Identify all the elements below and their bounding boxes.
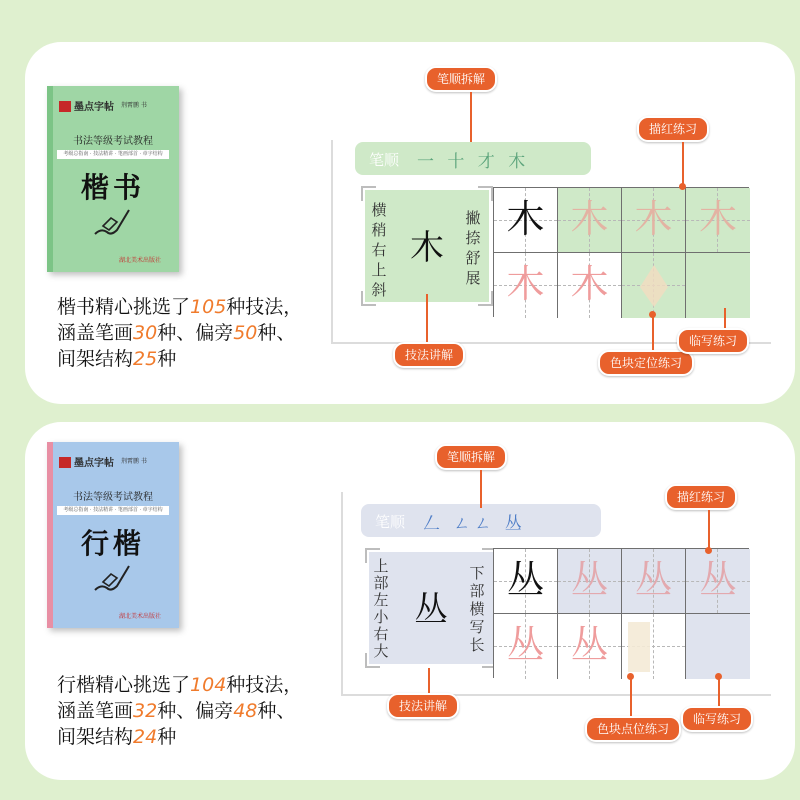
color-block-shape-icon	[622, 614, 686, 679]
technique-left-text	[373, 558, 389, 660]
desc-text: 种、	[257, 700, 296, 722]
stroke-sequence: 𠃋 ㄥㄥ 丛	[423, 514, 526, 534]
grid-cell-trace	[494, 253, 558, 318]
leader-line	[708, 510, 710, 550]
grid-cell-color-block	[622, 253, 686, 318]
book-cover-kaishu	[47, 86, 179, 272]
stroke-count: 30	[133, 322, 158, 344]
desc-text: 间架结构	[57, 348, 134, 370]
tech-char: 上	[371, 261, 387, 279]
leader-line	[480, 470, 482, 508]
trace-character: 丛	[634, 558, 673, 602]
xingkai-panel	[25, 422, 795, 780]
technique-character: 木	[410, 228, 444, 268]
book-title: 行楷	[80, 527, 145, 560]
stroke-order-bar	[361, 504, 601, 537]
tech-char: 上	[373, 557, 389, 575]
stroke-count: 32	[133, 700, 158, 722]
tech-char: 横	[371, 201, 387, 219]
axis-vertical	[341, 492, 343, 696]
tag-color-block: 色块点位练习	[585, 716, 681, 742]
tech-char: 小	[373, 608, 389, 626]
book-feature-strip: 考级总指南 · 技法精讲 · 笔画部首 · 章字结构	[57, 150, 169, 159]
tech-char: 右	[373, 625, 389, 643]
grid-cell-trace	[494, 614, 558, 679]
grid-cell-trace	[686, 188, 750, 253]
technique-count: 105	[190, 296, 227, 318]
grid-cell-trace	[686, 549, 750, 614]
trace-character: 丛	[506, 623, 545, 667]
book-author: 荆霄鹏 书	[121, 458, 147, 465]
leader-dot	[679, 183, 686, 190]
grid-cell-model	[494, 549, 558, 614]
leader-line	[724, 308, 726, 328]
tech-char: 下	[469, 564, 485, 582]
leader-line	[470, 92, 472, 142]
technique-left-text	[371, 200, 387, 300]
book-subtitle: 书法等级考试教程	[73, 492, 153, 503]
bracket-corner	[478, 291, 493, 306]
trace-character: 木	[634, 197, 673, 241]
grid-cell-trace	[558, 614, 622, 679]
tag-trace: 描红练习	[637, 116, 709, 142]
structure-count: 25	[133, 348, 158, 370]
grid-cell-trace	[622, 188, 686, 253]
technique-right-text	[465, 208, 481, 288]
tag-technique: 技法讲解	[393, 342, 465, 368]
leader-line	[428, 668, 430, 693]
grid-cell-trace	[558, 253, 622, 318]
book-publisher: 湖北美术出版社	[118, 257, 161, 264]
tech-char: 左	[373, 591, 389, 609]
leader-line	[630, 676, 632, 716]
desc-text: 楷书精心挑选了	[57, 296, 191, 318]
axis-vertical	[331, 140, 333, 344]
technique-count: 104	[190, 674, 227, 696]
tech-char: 捺	[465, 229, 481, 247]
desc-text: 行楷精心挑选了	[57, 674, 191, 696]
tech-char: 部	[373, 574, 389, 592]
brand-name: 墨点字帖	[74, 102, 114, 113]
stroke-order-label: 笔顺	[369, 151, 400, 169]
desc-text: 种技法，	[226, 674, 303, 696]
bracket-corner	[361, 186, 376, 201]
book-cover-xingkai	[47, 442, 179, 628]
book-feature-strip: 考级总指南 · 技法精讲 · 笔画部首 · 章字结构	[57, 506, 169, 515]
book-title: 楷书	[80, 171, 145, 204]
tag-trace: 描红练习	[665, 484, 737, 510]
leader-dot	[715, 673, 722, 680]
tech-char: 写	[469, 618, 485, 636]
desc-text: 种	[157, 348, 177, 370]
technique-character: 丛	[414, 590, 448, 630]
tech-char: 大	[373, 642, 389, 660]
grid-cell-trace	[622, 549, 686, 614]
trace-character: 丛	[570, 558, 609, 602]
leader-dot	[649, 311, 656, 318]
grid-cell-trace	[558, 549, 622, 614]
radical-count: 48	[233, 700, 258, 722]
leader-line	[652, 314, 654, 350]
stroke-order-bar	[355, 142, 591, 175]
stroke-order-label: 笔顺	[375, 513, 406, 531]
tech-char: 长	[469, 636, 485, 654]
pen-hand-icon	[91, 560, 135, 598]
desc-text: 涵盖笔画	[57, 322, 134, 344]
bracket-corner	[478, 186, 493, 201]
leader-dot	[705, 547, 712, 554]
model-character: 木	[506, 197, 545, 241]
tech-char: 舒	[465, 249, 481, 267]
tag-copy: 临写练习	[677, 328, 749, 354]
book-publisher: 湖北美术出版社	[118, 613, 161, 620]
technique-right-text	[469, 564, 485, 654]
tech-char: 撇	[465, 209, 481, 227]
book-author: 荆霄鹏 书	[121, 102, 147, 109]
brand-logo	[59, 454, 114, 469]
tech-char: 右	[371, 241, 387, 259]
desc-text: 种	[157, 726, 177, 748]
leader-dot	[627, 673, 634, 680]
trace-character: 丛	[698, 558, 737, 602]
model-character: 丛	[506, 558, 545, 602]
structure-count: 24	[133, 726, 158, 748]
trace-character: 木	[698, 197, 737, 241]
brand-name: 墨点字帖	[74, 458, 114, 469]
color-block-shape-icon	[622, 253, 686, 318]
practice-grid	[493, 187, 749, 317]
desc-text: 间架结构	[57, 726, 134, 748]
tag-stroke-order: 笔顺拆解	[435, 444, 507, 470]
kaishu-panel	[25, 42, 795, 404]
desc-text: 种、	[257, 322, 296, 344]
kaishu-description	[57, 294, 357, 372]
tech-char: 稍	[371, 221, 387, 239]
brand-mark-icon	[59, 457, 71, 468]
leader-line	[718, 676, 720, 706]
grid-cell-copy	[686, 253, 750, 318]
tech-char: 展	[465, 269, 481, 287]
trace-character: 丛	[570, 623, 609, 667]
pen-hand-icon	[91, 204, 135, 242]
book-subtitle: 书法等级考试教程	[73, 136, 153, 147]
trace-character: 木	[570, 197, 609, 241]
technique-box	[369, 552, 493, 664]
xingkai-description	[57, 672, 357, 750]
tag-technique: 技法讲解	[387, 693, 459, 719]
tech-char: 斜	[371, 281, 387, 299]
practice-grid	[493, 548, 749, 678]
technique-box	[365, 190, 489, 302]
radical-count: 50	[233, 322, 258, 344]
leader-line	[682, 142, 684, 186]
desc-text: 种技法，	[226, 296, 303, 318]
grid-cell-model	[494, 188, 558, 253]
trace-character: 木	[506, 262, 545, 306]
brand-mark-icon	[59, 101, 71, 112]
grid-cell-copy	[686, 614, 750, 679]
tech-char: 部	[469, 582, 485, 600]
grid-cell-trace	[558, 188, 622, 253]
stroke-sequence: 一 十 才 木	[417, 152, 530, 172]
tag-stroke-order: 笔顺拆解	[425, 66, 497, 92]
tech-char: 横	[469, 600, 485, 618]
tag-copy: 临写练习	[681, 706, 753, 732]
desc-text: 涵盖笔画	[57, 700, 134, 722]
grid-cell-color-block	[622, 614, 686, 679]
desc-text: 种、偏旁	[157, 322, 234, 344]
leader-line	[426, 294, 428, 342]
trace-character: 木	[570, 262, 609, 306]
tag-color-block: 色块定位练习	[598, 350, 694, 376]
desc-text: 种、偏旁	[157, 700, 234, 722]
brand-logo	[59, 98, 114, 113]
